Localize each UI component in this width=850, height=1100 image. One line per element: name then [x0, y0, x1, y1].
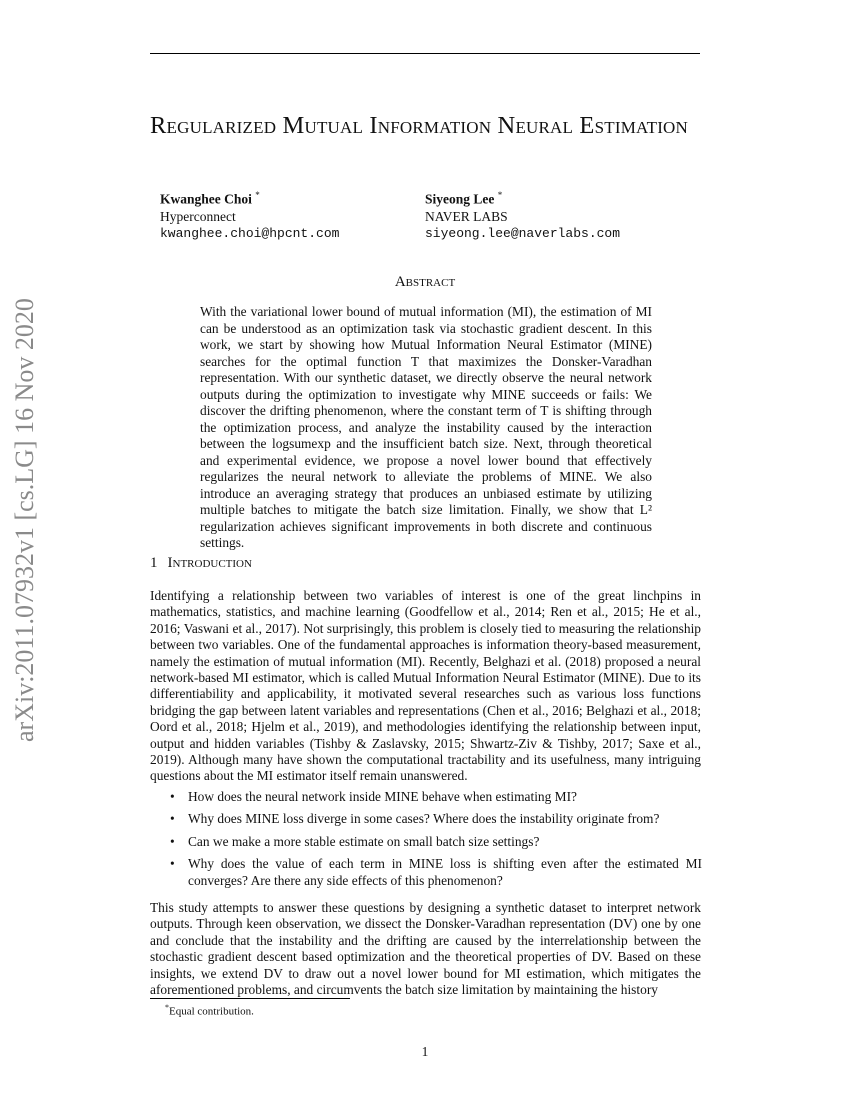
footnote: [165, 1003, 254, 1018]
section-number: 1: [150, 555, 158, 571]
bullet-icon: •: [170, 789, 175, 804]
section-heading: [150, 555, 252, 572]
author-email: kwanghee.choi@hpcnt.com: [160, 225, 340, 241]
author-name: Siyeong Lee: [425, 191, 495, 207]
footnote-text: Equal contribution.: [169, 1005, 254, 1018]
study-paragraph: This study attempts to answer these questions by designing a synthetic dataset to interpret network outputs. Through keen observation, we dissect the Donsker-Varadhan representation (DV) one by one and conclude that the instability and the drifting are caused by the interrelationship between the stochastic gradient descent based optimization and the theoretical properties of DV. Based on these insights, we extend DV to draw out a novel lower bound for MI estimation, which mitigates the aforementioned problems, and circumvents the batch size limitation by maintaining the history: [150, 900, 701, 998]
bullet-icon: •: [170, 833, 175, 849]
intro-paragraph: Identifying a relationship between two variables of interest is one of the great linchpins in mathematics, statistics, and machine learning (Goodfellow et al., 2014; Ren et al., 2015; He et al., 2016; Vaswani et al., 2017). Not surprisingly, this problem is closely tied to measuring the relationship between two variables. One of the fundamental approaches is information theory-based measurement, namely the estimation of mutual information (MI). Recently, Belghazi et al. (2018) proposed a neural network-based MI estimator, which is called Mutual Information Neural Estimator (MINE). Due to its differentiability and applicability, it motivated several researches such as various loss functions bridging the gap between latent variables and representations (Chen et al., 2016; Belghazi et al., 2018; Oord et al., 2018; Hjelm et al., 2019), and methodologies identifying the relationship between input, output and hidden variables (Tishby & Zaslavsky, 2015; Shwartz-Ziv & Tishby, 2017; Saxe et al., 2019). Although many have shown the computational tractability and its usefulness, many intriguing questions about the MI estimator itself remain unanswered.: [150, 588, 701, 784]
abstract-text: With the variational lower bound of mutual information (MI), the estimation of MI can be understood as an optimization task via stochastic gradient descent. In this work, we start by showing how Mutual Information Neural Estimator (MINE) searches for the optimal function T that maximizes the Donsker-Varadhan representation. With our synthetic dataset, we directly observe the neural network outputs during the optimization to investigate why MINE succeeds or fails: We discover the drifting phenomenon, where the constant term of T is shifting through the optimization process, and analyze the instability caused by the interaction between the logsumexp and the insufficient batch size. Next, through theoretical and experimental evidence, we propose a novel lower bound that effectively regularizes the neural network to alleviate the problems of MINE. We also introduce an averaging strategy that produces an unbiased estimate by utilizing multiple batches to mitigate the batch size limitation. Finally, we show that L² regularization achieves significant improvements in both discrete and continuous settings.: [200, 304, 652, 550]
author-name: Kwanghee Choi: [160, 191, 252, 207]
paper-title: Regularized Mutual Information Neural Estimation: [150, 112, 689, 139]
author-affiliation: NAVER LABS: [425, 208, 508, 224]
list-item-text: How does the neural network inside MINE behave when estimating MI?: [188, 789, 577, 804]
author-block-1: [160, 187, 339, 242]
list-item: [170, 811, 702, 827]
list-item-text: Why does MINE loss diverge in some cases? Where does the instability originate from?: [188, 811, 660, 827]
list-item: [170, 789, 702, 805]
author-affiliation: Hyperconnect: [160, 208, 236, 224]
author-mark: *: [255, 190, 260, 200]
bullet-icon: •: [170, 811, 175, 827]
author-mark: *: [497, 190, 503, 200]
list-item-text: Can we make a more stable estimate on small batch size settings?: [188, 833, 540, 849]
page-number: 1: [421, 1044, 429, 1059]
list-item: [170, 834, 702, 850]
questions-list: [170, 789, 702, 895]
list-item-text: Why does the value of each term in MINE loss is shifting even after the estimated MI converges? Are there any side effects of this phenomenon?: [188, 856, 702, 888]
arxiv-side-stamp: arXiv:2011.07932v1 [cs.LG] 16 Nov 2020: [10, 298, 39, 742]
abstract-heading: Abstract: [394, 274, 456, 290]
author-email: siyeong.lee@naverlabs.com: [425, 225, 621, 241]
section-title: Introduction: [167, 555, 252, 571]
footnote-mark: *: [165, 1003, 169, 1012]
list-item: [170, 856, 702, 889]
bullet-icon: •: [170, 856, 175, 872]
footnote-rule: [150, 998, 350, 999]
author-block-2: [425, 187, 620, 242]
top-rule: [150, 53, 700, 54]
